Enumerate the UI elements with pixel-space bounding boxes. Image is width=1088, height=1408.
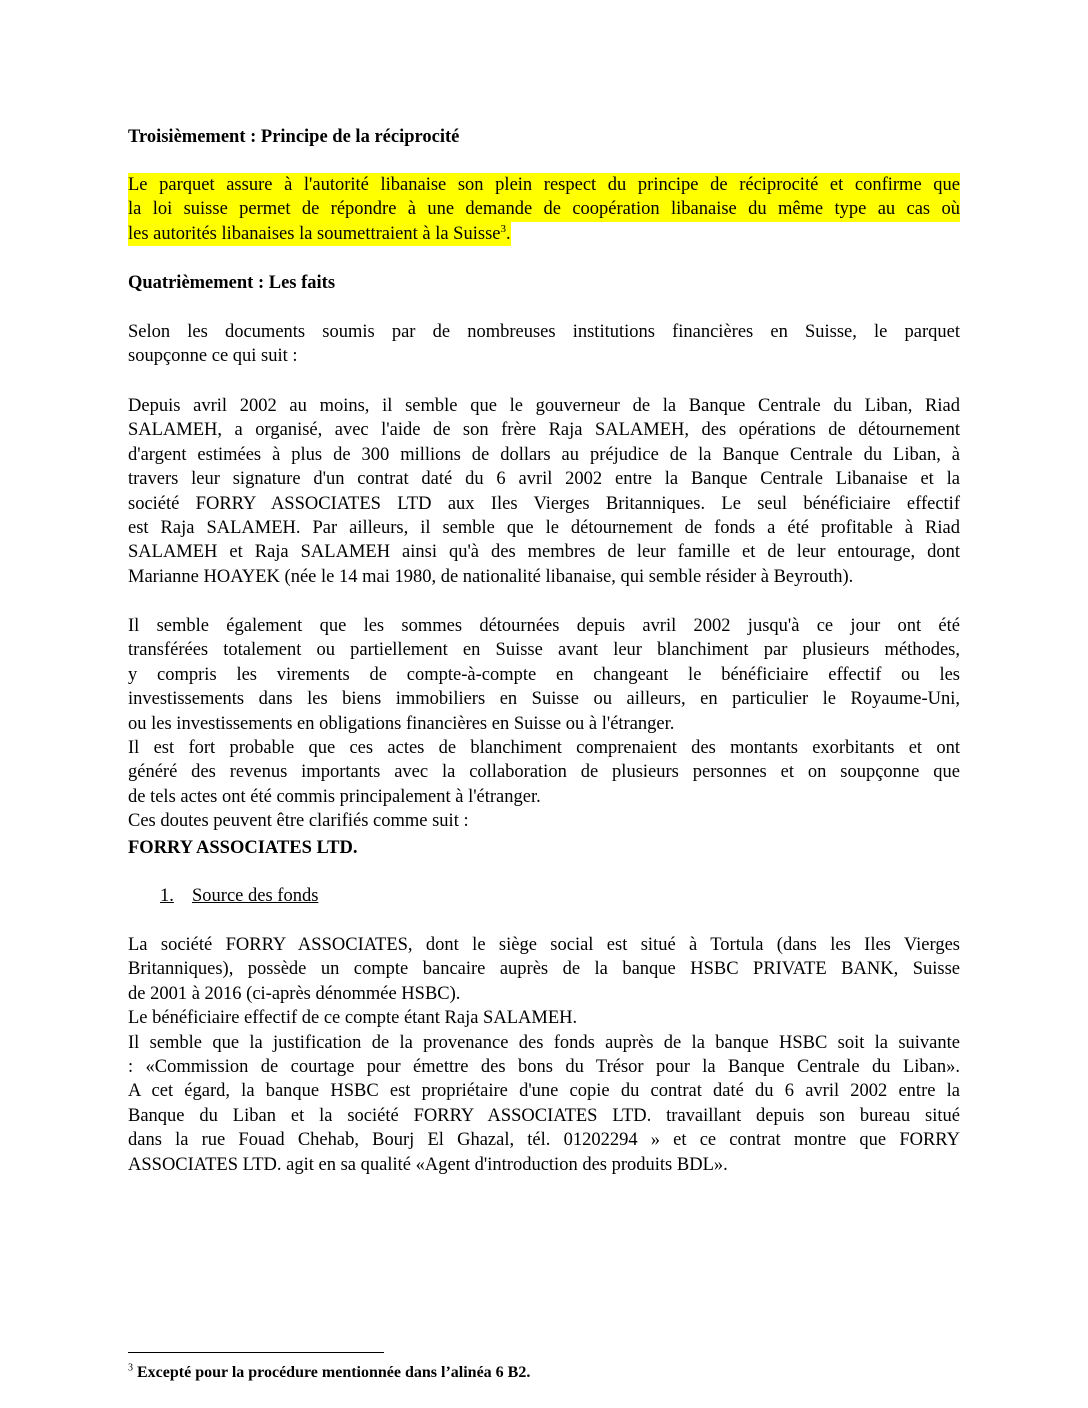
text-line: Depuis avril 2002 au moins, il semble que le gouverneur de la Banque Centrale du Liban, Riad [128, 396, 960, 416]
text-line: généré des revenus importants avec la collaboration de plusieurs personnes et on soupçonne que [128, 762, 960, 783]
footnote-separator [128, 1352, 384, 1353]
footnote-reference[interactable]: 3 [500, 222, 506, 235]
section-heading-facts: Quatrièmement : Les faits [128, 273, 336, 293]
footnote [128, 1363, 530, 1383]
text-line: de tels actes ont été commis principalement à l'étranger. [128, 786, 541, 807]
highlighted-line: la loi suisse permet de répondre à une demande de coopération libanaise du même type au cas où [128, 197, 960, 221]
sentence-end: . [505, 223, 511, 244]
text-line: La société FORRY ASSOCIATES, dont le siège social est situé à Tortula (dans les Iles Vierges [128, 935, 960, 955]
document-page [128, 0, 960, 1408]
list-number: 1. [160, 886, 174, 906]
section-heading-reciprocity: Troisièmement : Principe de la réciprocité [128, 127, 460, 147]
text-line: travers leur signature d'un contrat daté du 6 avril 2002 entre la Banque Centrale Libanaise et la [128, 469, 960, 490]
text-line: ASSOCIATES LTD. agit en sa qualité «Agent d'introduction des produits BDL». [128, 1154, 728, 1175]
text-line: Ces doutes peuvent être clarifiés comme suit : [128, 811, 469, 832]
text-line: investissements dans les biens immobiliers en Suisse ou ailleurs, en particulier le Royaume-Uni, [128, 689, 960, 710]
text-line: transférées totalement ou partiellement en Suisse avant leur blanchiment par plusieurs méthodes, [128, 640, 960, 661]
text-line: ou les investissements en obligations financières en Suisse ou à l'étranger. [128, 713, 675, 734]
text-line: SALAMEH, a organisé, avec l'aide de son frère Raja SALAMEH, des opérations de détournement [128, 420, 960, 441]
list-item-label: Source des fonds [192, 886, 319, 906]
paragraph-reciprocity-highlighted [128, 173, 960, 246]
paragraph-laundering [128, 614, 960, 834]
text-line: Il semble également que les sommes détournées depuis avril 2002 jusqu'à ce jour ont été [128, 616, 960, 636]
text-line: Il semble que la justification de la provenance des fonds auprès de la banque HSBC soit la suivante [128, 1032, 960, 1053]
text-line: SALAMEH et Raja SALAMEH ainsi qu'à des membres de leur famille et de leur entourage, dont [128, 542, 960, 563]
text-line: : «Commission de courtage pour émettre des bons du Trésor pour la Banque Centrale du Liban». [128, 1056, 960, 1077]
text-line: de 2001 à 2016 (ci-après dénommée HSBC). [128, 983, 461, 1004]
company-heading: FORRY ASSOCIATES LTD. [128, 838, 358, 858]
list-item-source-of-funds [160, 884, 318, 908]
paragraph-company [128, 933, 960, 1177]
text-line: dans la rue Fouad Chehab, Bourj El Ghazal, tél. 01202294 » et ce contrat montre que FORRY [128, 1130, 960, 1151]
highlighted-line [128, 222, 511, 246]
text-line: Il est fort probable que ces actes de blanchiment comprenaient des montants exorbitants et ont [128, 737, 960, 758]
text-line: société FORRY ASSOCIATES LTD aux Iles Vierges Britanniques. Le seul bénéficiaire effectif [128, 493, 960, 514]
footnote-number: 3 [128, 1362, 133, 1374]
text-line: Selon les documents soumis par de nombreuses institutions financières en Suisse, le parquet [128, 322, 960, 342]
text-line: Marianne HOAYEK (née le 14 mai 1980, de nationalité libanaise, qui semble résider à Beyrouth). [128, 566, 854, 587]
highlighted-line: Le parquet assure à l'autorité libanaise son plein respect du principe de réciprocité et confirme que [128, 173, 960, 197]
text-line: soupçonne ce qui suit : [128, 346, 298, 367]
text-line: est Raja SALAMEH. Par ailleurs, il semble que le détournement de fonds a été profitable à Riad [128, 517, 960, 538]
paragraph-facts [128, 394, 960, 589]
paragraph-intro [128, 320, 960, 369]
text-line: d'argent estimées à plus de 300 millions de dollars au préjudice de la Banque Centrale du Liban, à [128, 444, 960, 465]
text-line: y compris les virements de compte-à-compte en changeant le bénéficiaire effectif ou les [128, 664, 960, 685]
text-line: A cet égard, la banque HSBC est propriétaire d'une copie du contrat daté du 6 avril 2002 entre la [128, 1081, 960, 1102]
text-line: Britanniques), possède un compte bancaire auprès de la banque HSBC PRIVATE BANK, Suisse [128, 959, 960, 980]
text-line: Le bénéficiaire effectif de ce compte étant Raja SALAMEH. [128, 1008, 578, 1029]
footnote-text: Excepté pour la procédure mentionnée dans l’alinéa 6 B2. [137, 1364, 531, 1381]
text-line: Banque du Liban et la société FORRY ASSOCIATES LTD. travaillant depuis son bureau situé [128, 1105, 960, 1126]
highlighted-text: les autorités libanaises la soumettraient à la Suisse [128, 223, 501, 244]
